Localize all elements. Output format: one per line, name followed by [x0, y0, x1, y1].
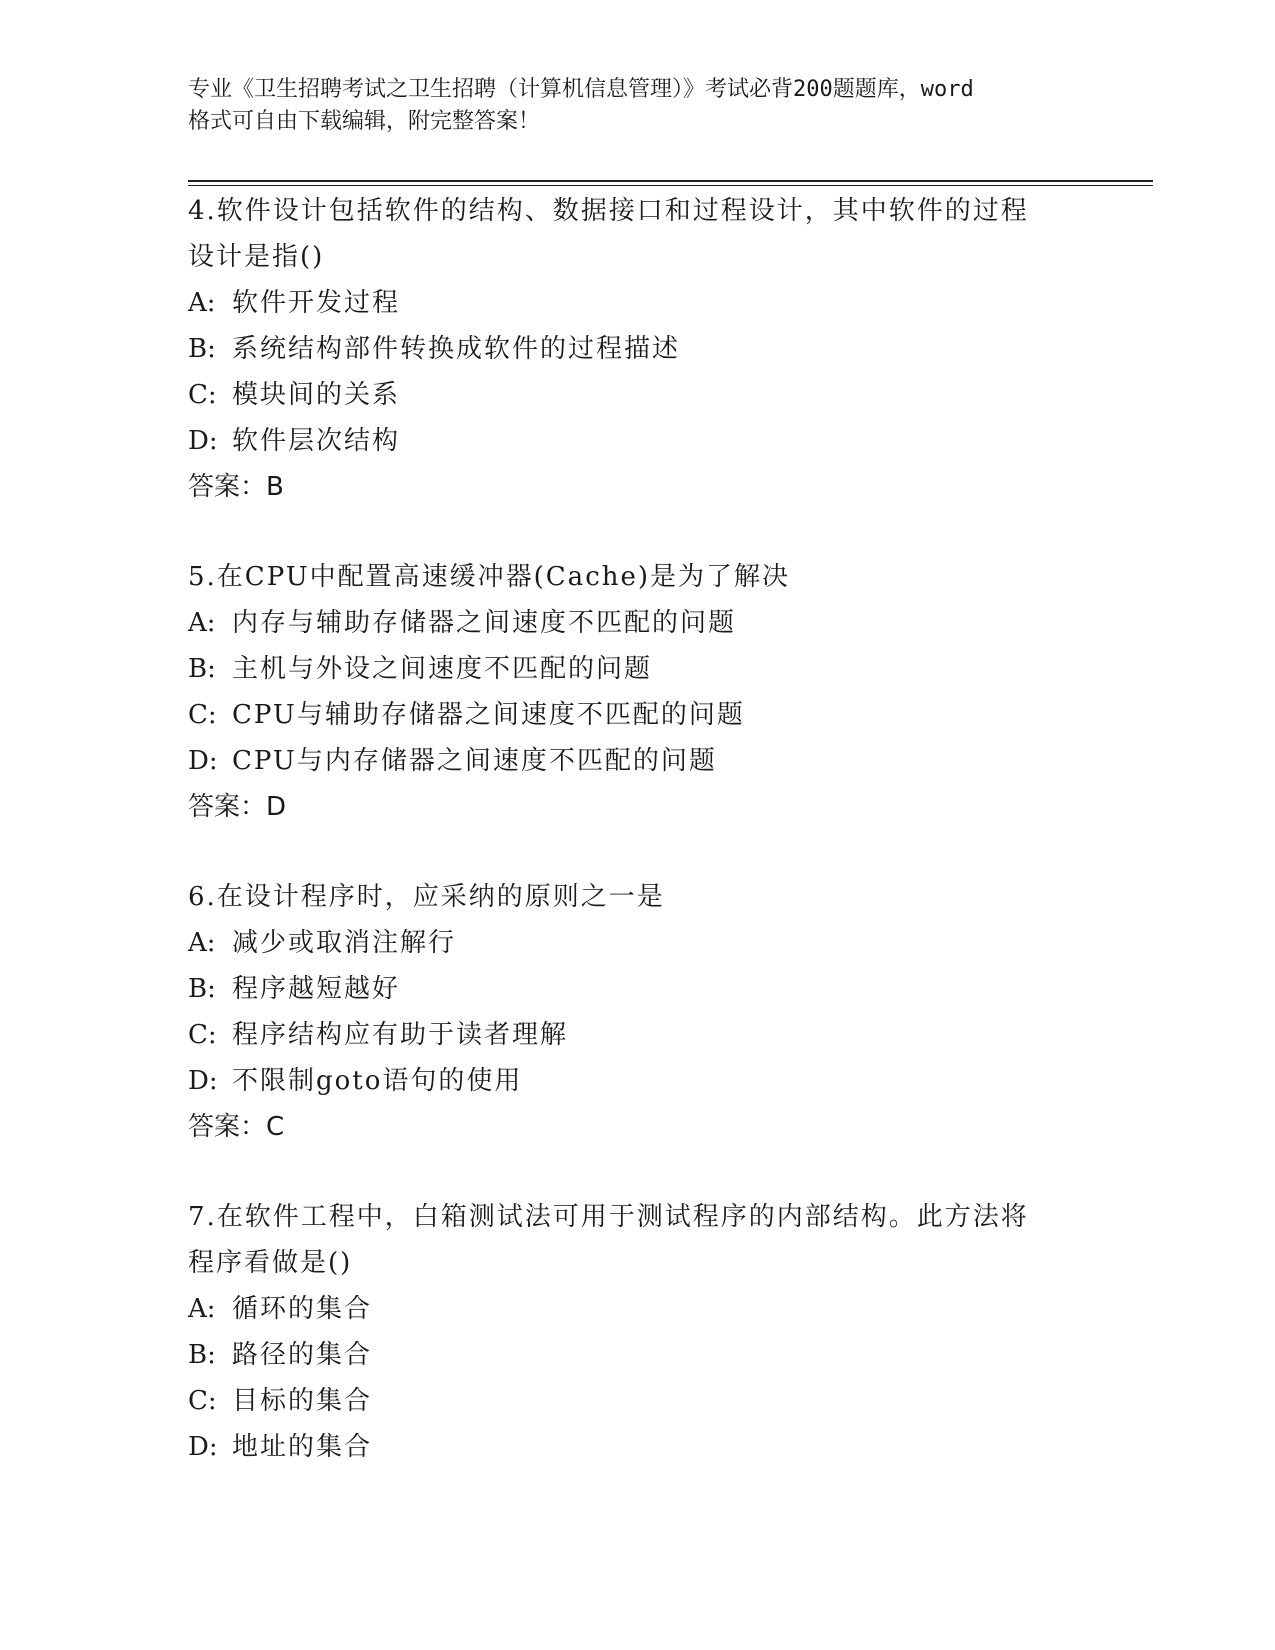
option-c [188, 372, 1088, 418]
option-d [188, 1058, 1088, 1104]
option-letter: D: [188, 1432, 218, 1462]
option-text: 程序结构应有助于读者理解 [232, 1020, 569, 1050]
option-text: CPU与辅助存储器之间速度不匹配的问题 [232, 700, 745, 730]
question-stem: 6.在设计程序时，应采纳的原则之一是 [188, 882, 665, 912]
option-b [188, 966, 1088, 1012]
option-letter: D: [188, 426, 218, 456]
answer-label: 答案：C [188, 1112, 285, 1142]
header-divider [188, 180, 1153, 182]
question-7 [188, 1194, 1088, 1470]
option-text: 循环的集合 [232, 1294, 373, 1324]
question-stem: 5.在CPU中配置高速缓冲器(Cache)是为了解决 [188, 562, 791, 592]
answer-label: 答案：D [188, 792, 287, 822]
option-c [188, 692, 1088, 738]
option-letter: A: [188, 608, 216, 638]
option-b [188, 646, 1088, 692]
question-stem: 设计是指() [188, 242, 325, 272]
option-text: 地址的集合 [232, 1432, 373, 1462]
option-letter: A: [188, 288, 216, 318]
header-line-2: 格式可自由下载编辑，附完整答案！ [188, 109, 541, 134]
option-text: 模块间的关系 [232, 380, 401, 410]
option-a [188, 920, 1088, 966]
option-d [188, 1424, 1088, 1470]
option-text: 目标的集合 [232, 1386, 373, 1416]
header-line-1: 专业《卫生招聘考试之卫生招聘（计算机信息管理）》考试必背200题题库，word [188, 77, 974, 102]
option-text: CPU与内存储器之间速度不匹配的问题 [232, 746, 717, 776]
option-a [188, 600, 1088, 646]
option-letter: B: [188, 334, 216, 364]
option-text: 系统结构部件转换成软件的过程描述 [232, 334, 681, 364]
option-letter: A: [188, 928, 216, 958]
option-d [188, 738, 1088, 784]
question-5 [188, 554, 1088, 830]
question-list [188, 188, 1088, 1470]
option-text: 内存与辅助存储器之间速度不匹配的问题 [232, 608, 737, 638]
option-letter: C: [188, 1020, 217, 1050]
answer-label: 答案：B [188, 472, 284, 502]
question-4 [188, 188, 1088, 510]
option-text: 软件开发过程 [232, 288, 401, 318]
option-d [188, 418, 1088, 464]
option-b [188, 1332, 1088, 1378]
option-a [188, 1286, 1088, 1332]
option-a [188, 280, 1088, 326]
question-6 [188, 874, 1088, 1150]
question-stem: 程序看做是() [188, 1248, 353, 1278]
option-letter: B: [188, 1340, 216, 1370]
option-letter: D: [188, 746, 218, 776]
option-letter: D: [188, 1066, 218, 1096]
option-b [188, 326, 1088, 372]
option-text: 路径的集合 [232, 1340, 373, 1370]
question-stem: 4.软件设计包括软件的结构、数据接口和过程设计，其中软件的过程 [188, 196, 1029, 226]
header-divider-thin [188, 185, 1153, 186]
option-letter: B: [188, 654, 216, 684]
option-letter: C: [188, 1386, 217, 1416]
question-spacer [188, 1150, 1088, 1194]
option-c [188, 1378, 1088, 1424]
document-header [188, 74, 1088, 138]
option-text: 程序越短越好 [232, 974, 401, 1004]
option-text: 减少或取消注解行 [232, 928, 457, 958]
option-text: 主机与外设之间速度不匹配的问题 [232, 654, 653, 684]
option-letter: C: [188, 380, 217, 410]
option-letter: C: [188, 700, 217, 730]
option-letter: A: [188, 1294, 216, 1324]
question-spacer [188, 830, 1088, 874]
option-c [188, 1012, 1088, 1058]
question-stem: 7.在软件工程中，白箱测试法可用于测试程序的内部结构。此方法将 [188, 1202, 1029, 1232]
question-spacer [188, 510, 1088, 554]
option-text: 不限制goto语句的使用 [232, 1066, 523, 1096]
option-letter: B: [188, 974, 216, 1004]
option-text: 软件层次结构 [232, 426, 401, 456]
